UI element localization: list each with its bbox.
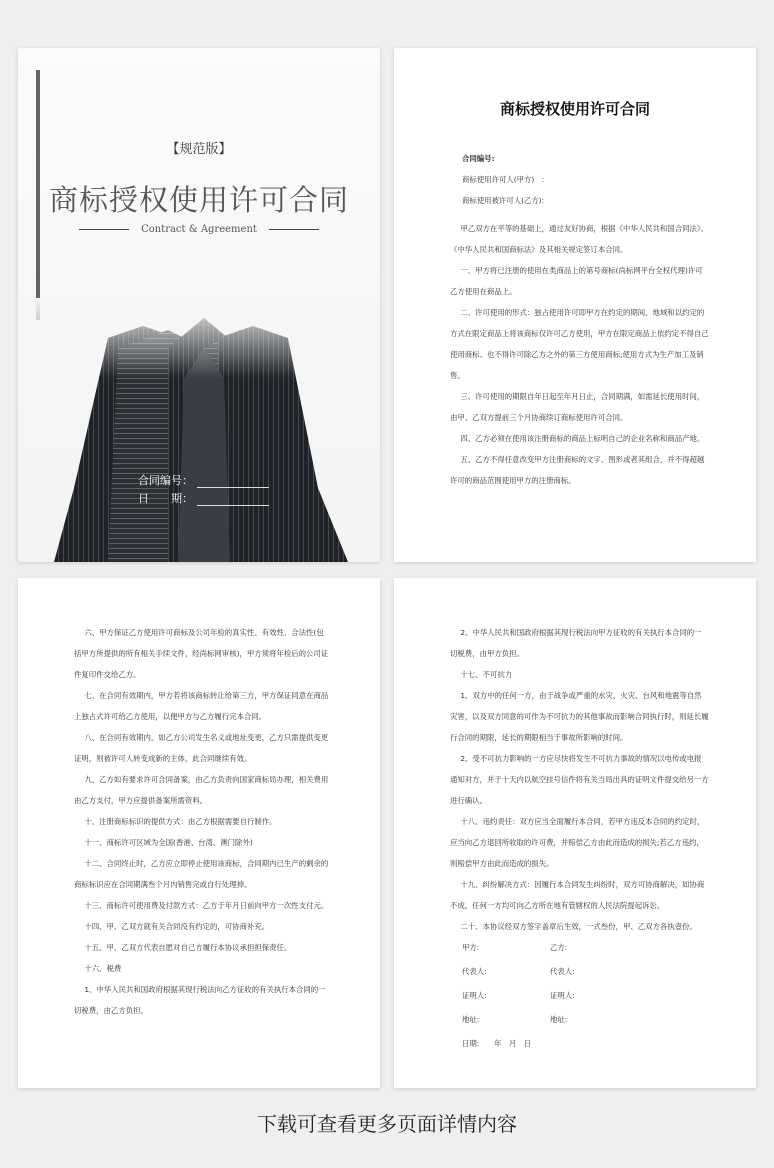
date-line: 日期: 年 月 日: [462, 1039, 532, 1048]
paragraph-line: 件复印件交给乙方。: [74, 670, 141, 679]
addr-b-label: 地址:: [550, 1015, 568, 1024]
paragraph-line: 使用商标、也不得许可除乙方之外的第三方使用商标;使用方式为生产加工及销: [450, 350, 704, 359]
paragraph-line: 由乙方支付，甲方应提供备案所需资料。: [74, 796, 208, 805]
cover-contract-no-label: 合同编号：: [138, 474, 193, 487]
contract-title: 商标授权使用许可合同: [499, 100, 650, 118]
witness-a-label: 证明人:: [462, 991, 487, 1000]
paragraph-line: 灾害，以及双方同意的可作为不可抗力的其他事故而影响合同执行时，则延长履: [450, 712, 709, 721]
cover-title: 商标授权使用许可合同: [48, 183, 349, 217]
paragraph-line: 由甲、乙双方提前三个月协商续订商标使用许可合同。: [450, 413, 628, 422]
paragraph-line: 括甲方所提供的所有相关手续文件，经尚标网审核)，甲方须将年检后的公司证: [74, 649, 329, 658]
paragraph-line: 上独占式许可给乙方使用，以便甲方与乙方履行完本合同。: [74, 712, 267, 721]
licensee-field: 商标使用被许可人(乙方):: [462, 196, 545, 205]
paragraph-line: 二、许可使用的形式：独占使用许可即甲方在约定的期间、地域和以约定的: [460, 308, 705, 317]
paragraph-line: 三、许可使用的期限自年日起至年月日止，合同期满，如需延长使用时间，: [460, 392, 705, 401]
paragraph-line: 1、双方中的任何一方，由于战争或严重的水灾、火灾、台风和地震等自然: [460, 691, 702, 700]
paragraph-line: 2、受不可抗力影响的一方应尽快将发生不可抗力事故的情况以电传或电报: [460, 754, 702, 763]
paragraph-line: 应当向乙方退回所收取的许可费，并赔偿乙方由此而造成的损失;若乙方违约，: [450, 838, 704, 847]
party-a-label: 甲方:: [462, 943, 480, 952]
paragraph-line: 不成，任何一方均可向乙方所在地有管辖权的人民法院提起诉讼。: [450, 901, 665, 910]
paragraph-line: 十、注册商标标识的提供方式：由乙方根据需要自行制作。: [84, 817, 277, 826]
cover-date: [138, 490, 269, 506]
cover-contract-no: [138, 472, 269, 488]
cover-date-label: 日 期：: [138, 492, 193, 505]
cover-page: [18, 48, 380, 562]
licensor-field: 商标使用许可人(甲方) :: [462, 175, 545, 184]
cover-edition: 【规范版】: [166, 142, 232, 157]
paragraph-line: 一、甲方将已注册的使用在类商品上的第号商标(尚标网平台全权代理)许可: [460, 266, 703, 275]
page2-body: [450, 218, 734, 491]
paragraph-line: 1、中华人民共和国政府根据其现行税法向乙方征收的有关执行本合同的一: [84, 985, 326, 994]
paragraph-line: 七、在合同有效期内，甲方若将该商标转让给第三方，甲方保证同意在商品: [84, 691, 329, 700]
paragraph-line: 十二、合同终止时，乙方应立即停止使用该商标，合同期内已生产的剩余的: [84, 859, 329, 868]
paragraph-line: 乙方使用在商品上。: [450, 287, 517, 296]
paragraph-line: 许可的商品范围使用甲方的注册商标。: [450, 476, 576, 485]
paragraph-line: 《中华人民共和国商标法》及其相关规定签订本合同。: [450, 245, 628, 254]
paragraph-line: 四、乙方必须在使用该注册商标的商品上标明自己的企业名称和商品产地。: [460, 434, 705, 443]
footer-download-hint: 下载可查看更多页面详情内容: [257, 1112, 517, 1136]
paragraph-line: 十六、税费: [84, 964, 122, 973]
paragraph-line: 十五、甲、乙双方代表自愿对自己方履行本协议承担担保责任。: [84, 943, 292, 952]
paragraph-line: 切税费，由乙方负担。: [74, 1006, 148, 1015]
paragraph-line: 九、乙方如有要求许可合同备案，由乙方负责向国家商标局办理，相关费用: [84, 775, 329, 784]
paragraph-line: 证明，则被许可人转变成新的主体，此合同继续有效。: [74, 754, 252, 763]
paragraph-line: 十九、纠纷解决方式：因履行本合同发生纠纷时，双方可协商解决，如协商: [460, 880, 705, 889]
paragraph-line: 进行确认。: [450, 796, 487, 805]
page4-body: [450, 622, 734, 937]
paragraph-line: 十一、商标许可区域为全国(香港、台湾、澳门除外): [84, 838, 253, 847]
page3-body: [74, 622, 358, 1021]
paragraph-line: 五、乙方不得任意改变甲方注册商标的文字、图形或者其组合，并不得超越: [460, 455, 705, 464]
paragraph-line: 则赔偿甲方由此而造成的损失。: [450, 859, 554, 868]
paragraph-line: 十七、不可抗力: [460, 670, 513, 679]
paragraph-line: 甲乙双方在平等的基础上，通过友好协商，根据《中华人民共和国合同法》、: [460, 224, 708, 233]
paragraph-line: 通知对方，并于十天内以航空挂号信件将有关当局出具的证明文件提交给另一方: [450, 775, 709, 784]
paragraph-line: 十八、违约责任：双方应当全面履行本合同，若甲方违反本合同的约定时，: [460, 817, 705, 826]
party-b-label: 乙方:: [550, 943, 568, 952]
contract-no-field: 合同编号:: [462, 154, 495, 163]
addr-a-label: 地址:: [462, 1015, 480, 1024]
paragraph-line: 十三、商标许可使用费及付款方式：乙方于年月日前向甲方一次性支付元。: [84, 901, 329, 910]
contract-page-3: [394, 578, 756, 1088]
cover-subtitle-text: Contract & Agreement: [141, 224, 257, 235]
paragraph-line: 切税费，由甲方负担。: [450, 649, 524, 658]
paragraph-line: 商标标识应在合同期满叁个月内销售完或自行处理掉。: [74, 880, 252, 889]
paragraph-line: 行合同的期限，延长的期限相当于事故所影响的时间。: [450, 733, 628, 742]
paragraph-line: 六、甲方保证乙方使用许可商标及公司年检的真实性、有效性、合法性(包: [84, 628, 324, 637]
paragraph-line: 二十、本协议经双方签字盖章后生效，一式叁份，甲、乙双方各执壹份。: [460, 922, 697, 931]
paragraph-line: 2、中华人民共和国政府根据其现行税法向甲方征收的有关执行本合同的一: [460, 628, 702, 637]
page2-header-fields: [462, 148, 722, 211]
contract-page-1: [394, 48, 756, 562]
paragraph-line: 八、在合同有效期内，如乙方公司发生名义或地址变更，乙方只需提供变更: [84, 733, 329, 742]
witness-b-label: 证明人:: [550, 991, 575, 1000]
paragraph-line: 方式在限定商品上将该商标仅许可乙方使用，甲方在限定商品上依约定不得自己: [450, 329, 709, 338]
rep-b-label: 代表人:: [550, 967, 575, 976]
paragraph-line: 售。: [450, 371, 465, 380]
paragraph-line: 十四、甲、乙双方就有关合同没有约定的，可协商补充。: [84, 922, 270, 931]
contract-page-2: [18, 578, 380, 1088]
rep-a-label: 代表人:: [462, 967, 487, 976]
